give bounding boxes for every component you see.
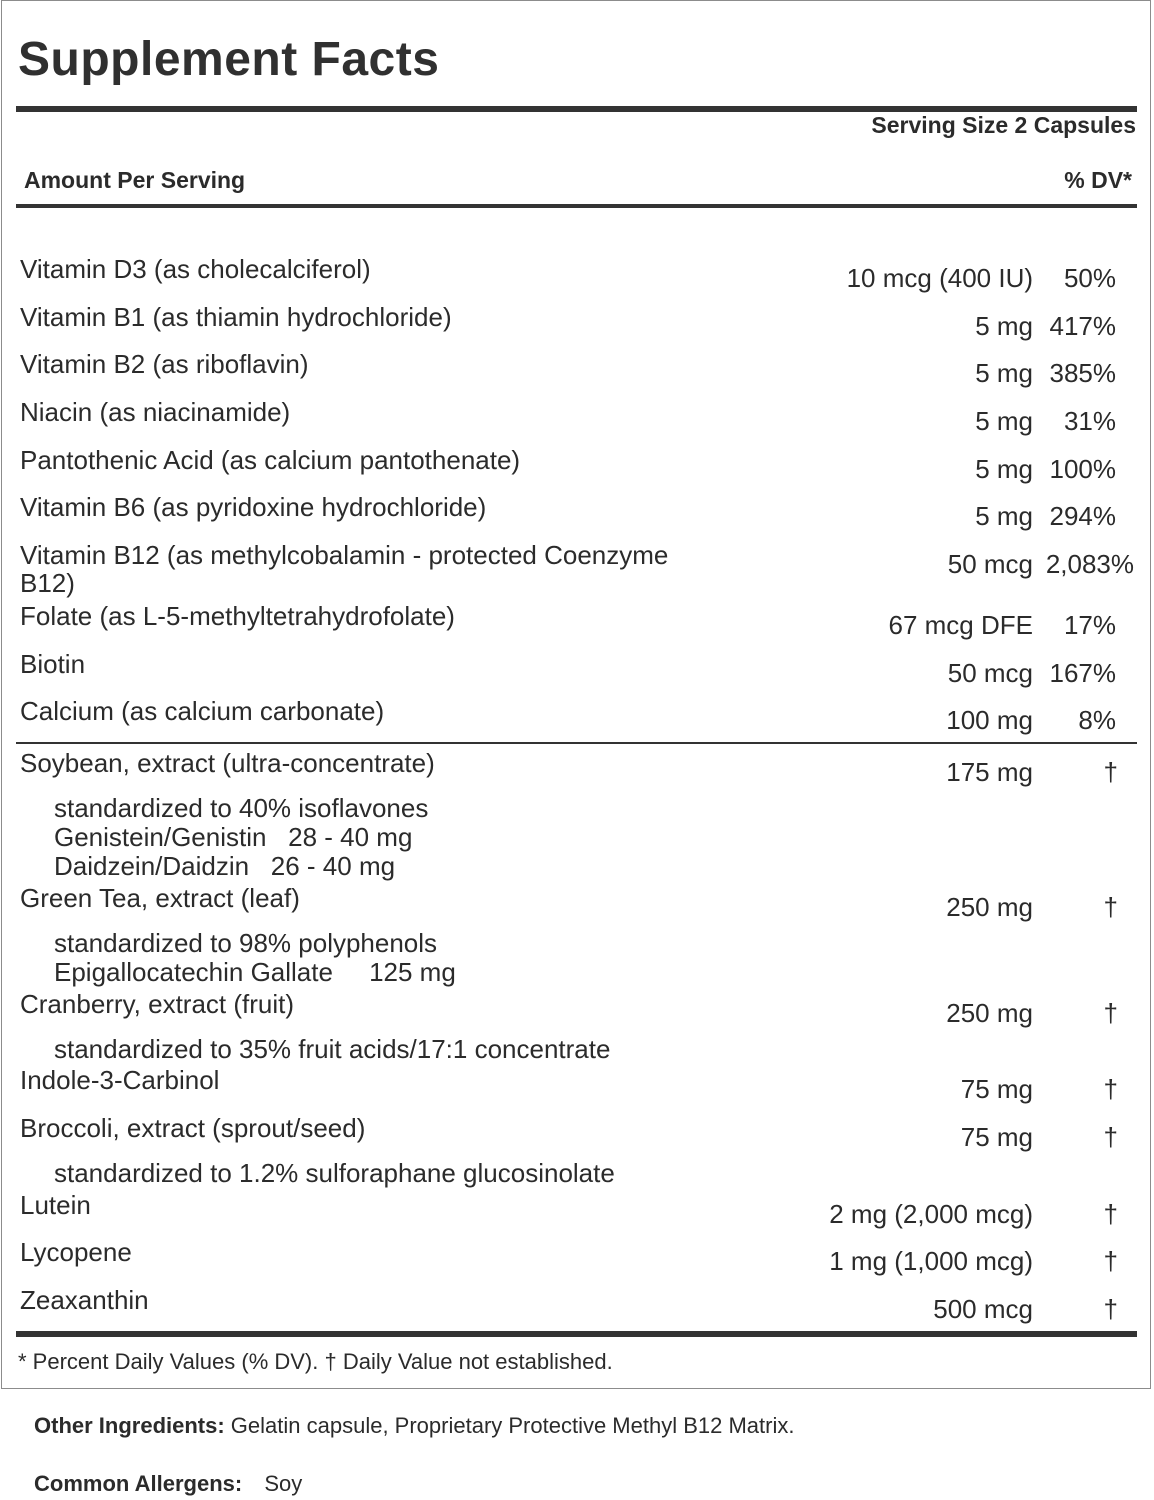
ingredient-amount: 75 mg: [960, 1074, 1033, 1104]
ingredient-amount: 75 mg: [960, 1122, 1033, 1152]
bottom-rule: [16, 1331, 1137, 1337]
ingredient-dv: †: [1103, 1074, 1118, 1104]
ingredient-detail: standardized to 1.2% sulforaphane glucosinolate: [54, 1158, 615, 1188]
ingredient-dv: †: [1103, 1199, 1118, 1229]
ingredient-amount: 500 mcg: [933, 1294, 1033, 1324]
nutrient-name: Pantothenic Acid (as calcium pantothenate): [20, 445, 521, 475]
ingredient-detail: Epigallocatechin Gallate 125 mg: [54, 957, 456, 987]
nutrient-dv: 417%: [1049, 311, 1116, 341]
ingredient-dv: †: [1103, 892, 1118, 922]
ingredient-detail: standardized to 98% polyphenols: [54, 928, 438, 958]
amount-per-serving-header: Amount Per Serving: [24, 167, 246, 193]
serving-size: Serving Size 2 Capsules: [871, 112, 1136, 138]
ingredient-dv: †: [1103, 1246, 1118, 1276]
nutrient-amount: 50 mcg: [947, 549, 1033, 579]
ingredient-amount: 250 mg: [946, 998, 1033, 1028]
nutrient-dv: 294%: [1049, 501, 1116, 531]
nutrient-amount: 5 mg: [975, 454, 1033, 484]
ingredient-name: Zeaxanthin: [20, 1285, 149, 1315]
nutrient-dv: 17%: [1063, 610, 1116, 640]
nutrient-name: Niacin (as niacinamide): [20, 397, 291, 427]
ingredient-amount: 1 mg (1,000 mcg): [829, 1246, 1033, 1276]
allergens-label: Common Allergens:: [34, 1471, 243, 1496]
ingredient-name: Indole-3-Carbinol: [20, 1065, 220, 1095]
ingredient-name: Green Tea, extract (leaf): [20, 883, 300, 913]
nutrient-name: Vitamin B1 (as thiamin hydrochloride): [20, 302, 452, 332]
nutrient-amount: 5 mg: [975, 311, 1033, 341]
common-allergens: [34, 1471, 302, 1497]
ingredient-dv: †: [1103, 1122, 1118, 1152]
nutrient-amount: 5 mg: [975, 501, 1033, 531]
footnote: * Percent Daily Values (% DV). † Daily Value not established.: [18, 1349, 613, 1374]
ingredient-name: Lutein: [20, 1190, 91, 1220]
ingredient-name: Lycopene: [20, 1237, 132, 1267]
nutrient-dv: 2,083%: [1045, 549, 1134, 579]
nutrient-dv: 167%: [1049, 658, 1116, 688]
ingredient-detail: standardized to 40% isoflavones: [54, 793, 429, 823]
ingredient-dv: †: [1103, 998, 1118, 1028]
panel-title: Supplement Facts: [18, 33, 440, 86]
nutrient-amount: 5 mg: [975, 406, 1033, 436]
nutrient-amount: 50 mcg: [947, 658, 1033, 688]
allergens-value: Soy: [264, 1471, 303, 1496]
nutrient-name: Folate (as L-5-methyltetrahydrofolate): [20, 601, 455, 631]
nutrient-dv: 100%: [1049, 454, 1116, 484]
ingredient-dv: †: [1103, 1294, 1118, 1324]
section-divider: [16, 742, 1137, 744]
ingredient-name: Soybean, extract (ultra-concentrate): [20, 748, 435, 778]
nutrient-name: Vitamin D3 (as cholecalciferol): [20, 254, 371, 284]
nutrient-dv: 385%: [1049, 358, 1116, 388]
nutrient-dv: 50%: [1063, 263, 1116, 293]
ingredient-name: Broccoli, extract (sprout/seed): [20, 1113, 366, 1143]
nutrient-name: Biotin: [20, 649, 86, 679]
ingredient-dv: †: [1103, 757, 1118, 787]
nutrient-amount: 67 mcg DFE: [888, 610, 1033, 640]
nutrient-amount: 5 mg: [975, 358, 1033, 388]
ingredient-amount: 250 mg: [946, 892, 1033, 922]
nutrient-dv: 8%: [1078, 705, 1116, 735]
ingredient-detail: standardized to 35% fruit acids/17:1 concentrate: [54, 1034, 611, 1064]
nutrient-name: Vitamin B12 (as methylcobalamin - protected Coenzyme B12): [20, 540, 669, 598]
ingredient-name: Cranberry, extract (fruit): [20, 989, 295, 1019]
nutrient-name: Calcium (as calcium carbonate): [20, 696, 385, 726]
nutrient-name: Vitamin B6 (as pyridoxine hydrochloride): [20, 492, 487, 522]
other-ingredients: [34, 1413, 794, 1439]
header-rule: [16, 204, 1137, 208]
nutrient-amount: 100 mg: [946, 705, 1033, 735]
nutrient-amount: 10 mcg (400 IU): [846, 263, 1033, 293]
ingredient-detail: Genistein/Genistin 28 - 40 mg: [54, 822, 413, 852]
other-ingredients-label: Other Ingredients:: [34, 1413, 225, 1438]
ingredient-amount: 175 mg: [946, 757, 1033, 787]
dv-header: % DV*: [1064, 167, 1132, 193]
ingredient-detail: Daidzein/Daidzin 26 - 40 mg: [54, 851, 396, 881]
nutrient-name: Vitamin B2 (as riboflavin): [20, 349, 309, 379]
ingredient-amount: 2 mg (2,000 mcg): [829, 1199, 1033, 1229]
other-ingredients-value: Gelatin capsule, Proprietary Protective Methyl B12 Matrix.: [224, 1413, 795, 1438]
nutrient-dv: 31%: [1063, 406, 1116, 436]
